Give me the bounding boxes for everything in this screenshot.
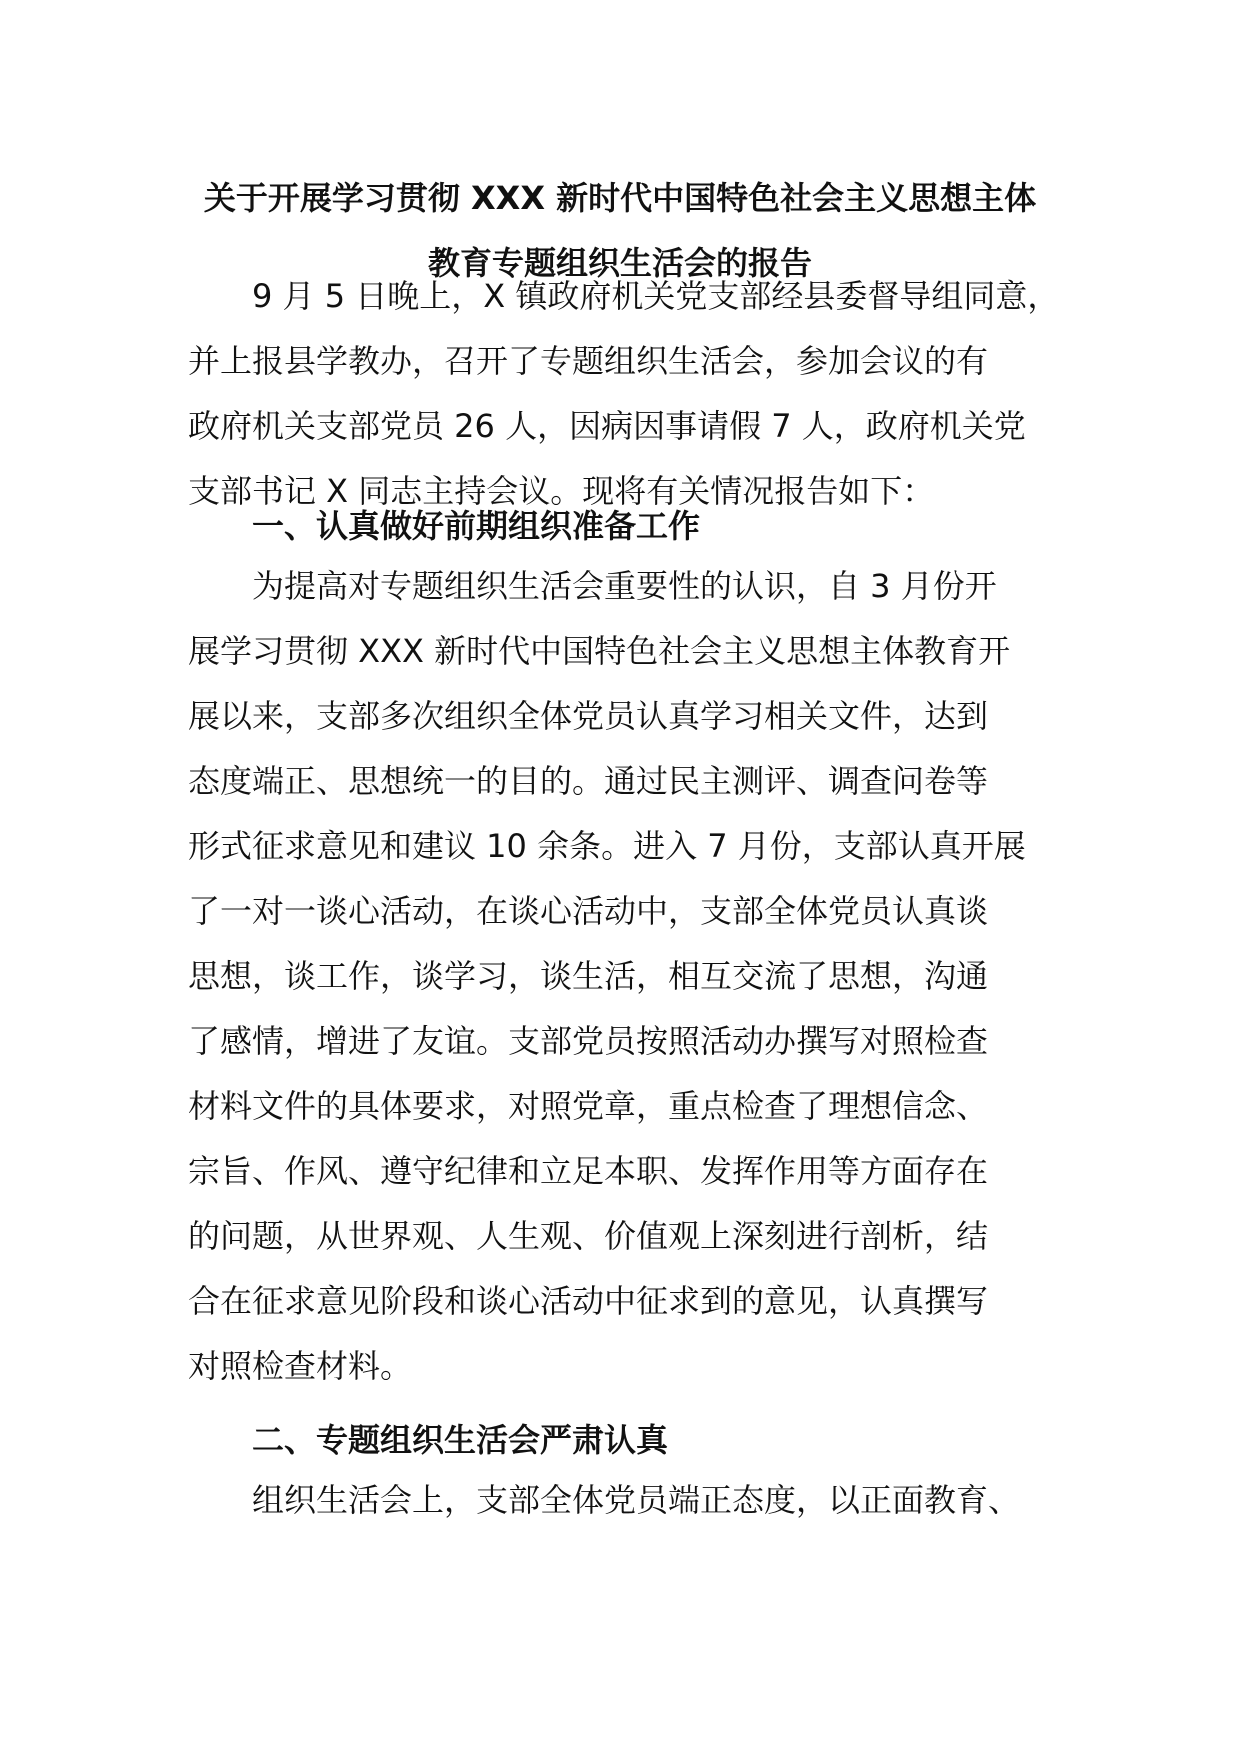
- paragraph-line: 展以来，支部多次组织全体党员认真学习相关文件，达到: [188, 697, 989, 735]
- paragraph-line: 9 月 5 日晚上，X 镇政府机关党支部经县委督导组同意，: [252, 277, 1060, 315]
- paragraph-line: 了感情，增进了友谊。支部党员按照活动办撰写对照检查: [188, 1022, 989, 1060]
- paragraph-line: 支部书记 X 同志主持会议。现将有关情况报告如下：: [188, 472, 935, 510]
- section-heading-2: [188, 1408, 1088, 1473]
- paragraph-line: 为提高对专题组织生活会重要性的认识，自 3 月份开: [252, 567, 997, 605]
- paragraph-intro: [188, 264, 1088, 524]
- heading-text: 二、专题组织生活会严肃认真: [252, 1421, 669, 1459]
- paragraph-line: 形式征求意见和建议 10 余条。进入 7 月份，支部认真开展: [188, 827, 1026, 865]
- paragraph-line: 思想，谈工作，谈学习，谈生活，相互交流了思想，沟通: [188, 957, 989, 995]
- title-line-2: 教育专题组织生活会的报告: [427, 244, 812, 282]
- paragraph-line: 组织生活会上，支部全体党员端正态度，以正面教育、: [252, 1481, 1021, 1519]
- title-line-1: 关于开展学习贯彻 XXX 新时代中国特色社会主义思想主体: [203, 179, 1037, 217]
- paragraph-meeting: [188, 1468, 1088, 1533]
- paragraph-line: 并上报县学教办，召开了专题组织生活会，参加会议的有: [188, 342, 989, 380]
- heading-text: 一、认真做好前期组织准备工作: [252, 507, 701, 545]
- section-heading-1: [188, 494, 1088, 559]
- paragraph-line: 的问题，从世界观、人生观、价值观上深刻进行剖析，结: [188, 1217, 989, 1255]
- paragraph-line: 宗旨、作风、遵守纪律和立足本职、发挥作用等方面存在: [188, 1152, 989, 1190]
- paragraph-preparation: [188, 554, 1088, 1399]
- paragraph-line: 态度端正、思想统一的目的。通过民主测评、调查问卷等: [188, 762, 989, 800]
- paragraph-line: 对照检查材料。: [188, 1347, 413, 1385]
- paragraph-line: 展学习贯彻 XXX 新时代中国特色社会主义思想主体教育开: [188, 632, 1011, 670]
- paragraph-line: 了一对一谈心活动，在谈心活动中，支部全体党员认真谈: [188, 892, 989, 930]
- paragraph-line: 合在征求意见阶段和谈心活动中征求到的意见，认真撰写: [188, 1282, 989, 1320]
- paragraph-line: 政府机关支部党员 26 人，因病因事请假 7 人，政府机关党: [188, 407, 1026, 445]
- paragraph-line: 材料文件的具体要求，对照党章，重点检查了理想信念、: [188, 1087, 989, 1125]
